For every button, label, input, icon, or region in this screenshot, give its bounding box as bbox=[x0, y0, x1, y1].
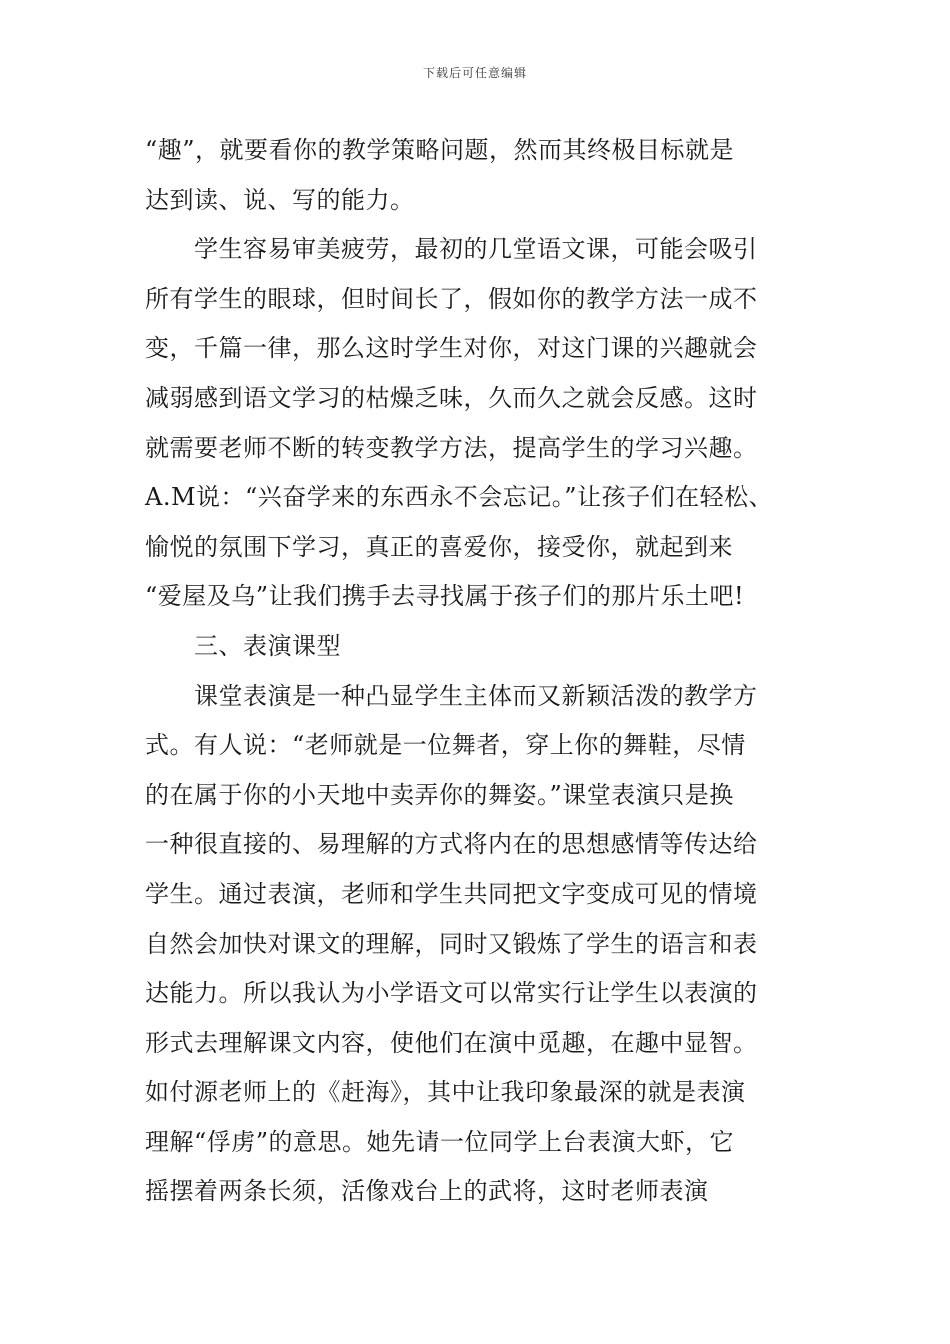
text-line: 达能力。所以我认为小学语文可以常实行让学生以表演的 bbox=[145, 979, 758, 1008]
text-line: 如付源老师上的《赶海》，其中让我印象最深的就是表演 bbox=[145, 1078, 746, 1107]
text-line: 学生。通过表演，老师和学生共同把文字变成可见的情境 bbox=[145, 879, 758, 908]
text-line: 达到读、说、写的能力。 bbox=[145, 185, 415, 214]
text-line: 摇摆着两条长须，活像戏台上的武将，这时老师表演 bbox=[145, 1177, 709, 1206]
text-line: 就需要老师不断的转变教学方法，提高学生的学习兴趣。 bbox=[145, 433, 758, 462]
text-line: 理解“俘虏”的意思。她先请一位同学上台表演大虾，它 bbox=[145, 1127, 735, 1156]
text-line: 变，千篇一律，那么这时学生对你，对这门课的兴趣就会 bbox=[145, 334, 758, 363]
text-line: 一种很直接的、易理解的方式将内在的思想感情等传达给 bbox=[145, 830, 758, 859]
text-line: 自然会加快对课文的理解，同时又锻炼了学生的语言和表 bbox=[145, 929, 758, 958]
text-line: 课堂表演是一种凸显学生主体而又新颖活泼的教学方 bbox=[194, 681, 758, 710]
text-line: 愉悦的氛围下学习，真正的喜爱你，接受你，就起到来 bbox=[145, 532, 733, 561]
text-line: A.M说：“兴奋学来的东西永不会忘记。”让孩子们在轻松、 bbox=[145, 483, 774, 512]
page-header: 下载后可任意编辑 bbox=[422, 66, 527, 80]
text-line: 减弱感到语文学习的枯燥乏味，久而久之就会反感。这时 bbox=[145, 383, 758, 412]
text-line: 学生容易审美疲劳，最初的几堂语文课，可能会吸引 bbox=[194, 235, 758, 264]
text-line: 式。有人说：“老师就是一位舞者，穿上你的舞鞋，尽情 bbox=[145, 731, 746, 760]
text-line: 形式去理解课文内容，使他们在演中觅趣，在趣中显智。 bbox=[145, 1028, 758, 1057]
text-line: “爱屋及乌”让我们携手去寻找属于孩子们的那片乐土吧! bbox=[145, 582, 745, 611]
body-text bbox=[145, 126, 825, 1217]
text-line: “趣”，就要看你的教学策略问题，然而其终极目标就是 bbox=[145, 136, 735, 164]
text-line: 三、表演课型 bbox=[194, 631, 341, 660]
text-line: 的在属于你的小天地中卖弄你的舞姿。”课堂表演只是换 bbox=[145, 780, 734, 809]
text-line: 所有学生的眼球，但时间长了，假如你的教学方法一成不 bbox=[145, 284, 758, 313]
